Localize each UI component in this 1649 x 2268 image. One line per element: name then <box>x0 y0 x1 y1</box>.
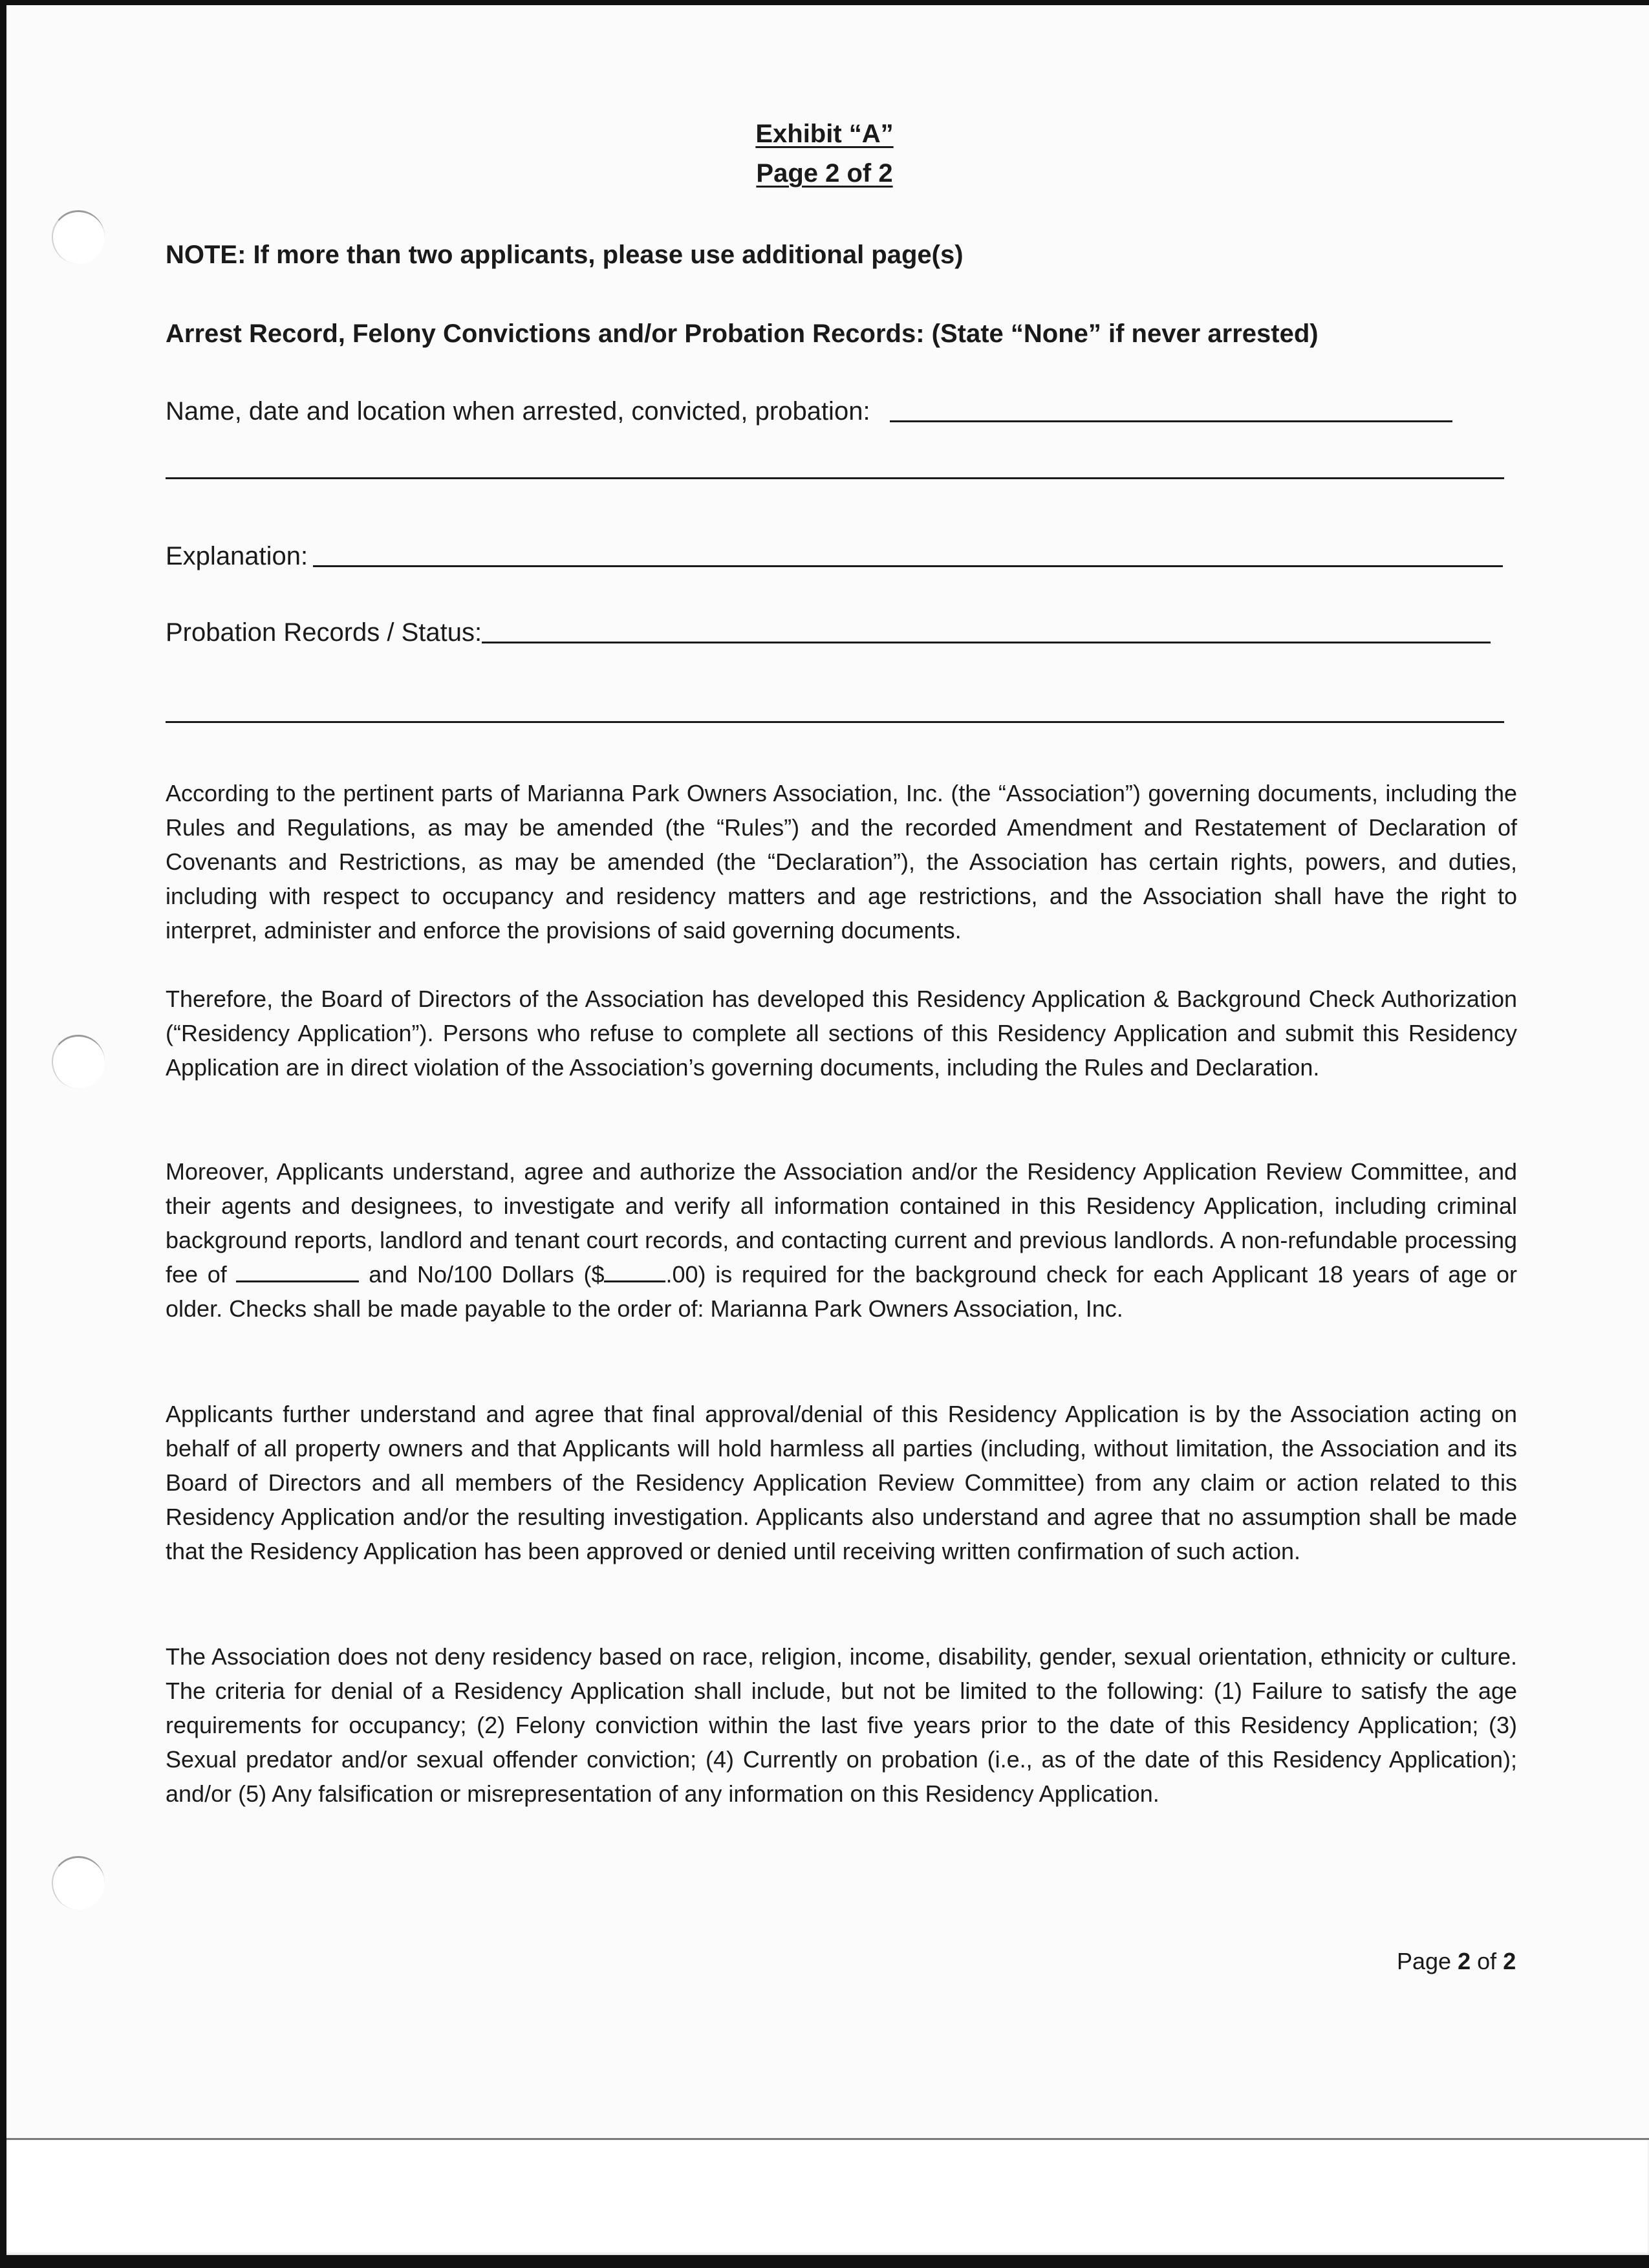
paragraph-authorization-fee <box>166 1154 1517 1326</box>
probation-status-label: Probation Records / Status: <box>166 618 482 647</box>
probation-status-row <box>166 618 1491 647</box>
fee-text-after: .00) is required for the background check for each Applicant 18 years of age or older. Checks shall be made payable to the order of: Marianna Park Owners Association, Inc. <box>166 1261 1517 1322</box>
explanation-label: Explanation: <box>166 542 308 570</box>
probation-status-continuation-line[interactable] <box>166 721 1504 723</box>
footer-of-word: of <box>1477 1948 1497 1974</box>
exhibit-page-label: Page 2 of 2 <box>756 159 893 188</box>
paragraph-board-of-directors: Therefore, the Board of Directors of the Association has developed this Residency Application & Background Check Authorization (“Residency Application”). Persons who refuse to complete all sections of this Residency Application and submit this Residency Application are in direct violation of the Association’s governing documents, including the Rules and Declaration. <box>166 986 1517 1081</box>
paragraph-hold-harmless: Applicants further understand and agree that final approval/denial of this Residency Application is by the Association acting on behalf of all property owners and that Applicants will hold harmless all parties (including, without limitation, the Association and its Board of Directors and all members of the Residency Application Review Committee) from any claim or action related to this Residency Application and/or the resulting investigation. Applicants also understand and agree that no assumption shall be made that the Residency Application has been approved or denied until receiving written confirmation of such action. <box>166 1401 1517 1564</box>
exhibit-title: Exhibit “A” <box>755 120 894 148</box>
paragraph-denial-criteria: The Association does not deny residency based on race, religion, income, disability, gender, sexual orientation, ethnicity or culture. The criteria for denial of a Residency Application shall include, but not be limited to the following: (1) Failure to satisfy the age requirements for occupancy; (2) Felony conviction within the last five years prior to the date of this Residency Application; (3) Sexual predator and/or sexual offender conviction; (4) Currently on probation (i.e., as of the date of this Residency Application); and/or (5) Any falsification or misrepresentation of any information on this Residency Application. <box>166 1643 1517 1807</box>
probation-status-input[interactable] <box>482 641 1491 643</box>
explanation-row <box>166 542 1503 571</box>
fee-words-input[interactable] <box>236 1261 359 1282</box>
arrest-record-heading: Arrest Record, Felony Convictions and/or Probation Records: (State “None” if never arrested) <box>166 319 1319 348</box>
footer-current-page: 2 <box>1458 1948 1471 1974</box>
punch-hole-top <box>52 210 105 264</box>
paragraph-governing-documents: According to the pertinent parts of Marianna Park Owners Association, Inc. (the “Association”) governing documents, including the Rules and Regulations, as may be amended (the “Rules”) and the recorded Amendment and Restatement of Declaration of Covenants and Restrictions, as may be amended (the “Declaration”), the Association has certain rights, powers, and duties, including with respect to occupancy and residency matters and age restrictions, and the Association shall have the right to interpret, administer and enforce the provisions of said governing documents. <box>166 780 1517 944</box>
name-date-location-input[interactable] <box>890 420 1452 422</box>
fee-dollars-input[interactable] <box>604 1261 665 1282</box>
note-text: NOTE: If more than two applicants, please use additional page(s) <box>166 241 964 269</box>
fee-text-before: Moreover, Applicants understand, agree and authorize the Association and/or the Residency Application Review Committee, and their agents and designees, to investigate and verify all information contained in this Residency Application, including criminal background reports, landlord and tenant court records, and contacting current and previous landlords. A non-refundable processing fee of <box>166 1158 1517 1288</box>
name-date-location-label: Name, date and location when arrested, convicted, probation: <box>166 397 870 426</box>
name-date-location-row <box>166 397 1452 426</box>
page-footer <box>1397 1948 1516 1975</box>
fee-text-middle: and No/100 Dollars ($ <box>369 1261 605 1288</box>
footer-total-pages: 2 <box>1503 1948 1516 1974</box>
footer-page-word: Page <box>1397 1948 1452 1974</box>
name-date-location-continuation-line[interactable] <box>166 477 1504 479</box>
scan-bottom-margin <box>6 2138 1649 2255</box>
punch-hole-bottom <box>52 1856 105 1910</box>
punch-hole-middle <box>52 1035 105 1088</box>
explanation-input[interactable] <box>313 565 1503 567</box>
